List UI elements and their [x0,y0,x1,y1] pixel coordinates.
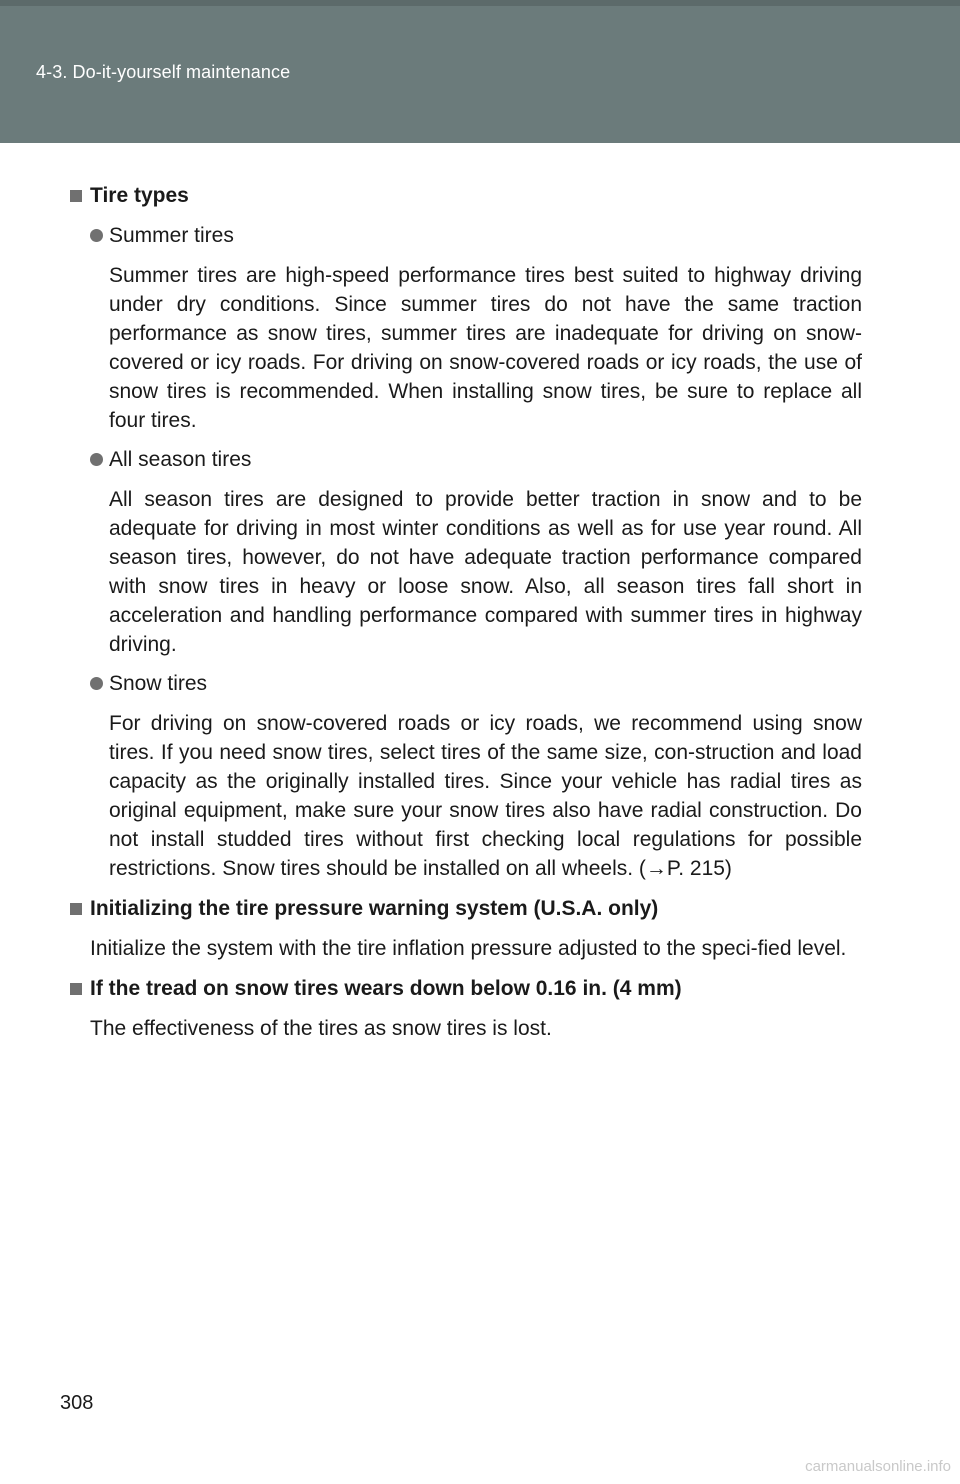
all-season-tires-paragraph: All season tires are designed to provide better traction in snow and to be adequate for driving in most winter conditions as well as for use year round. All season tires, however, do not have adequate traction performance compared with snow tires in heavy or loose snow. Also, all season tires fall short in acceleration and handling performance compared with summer tires in highway driving. [109,488,862,656]
round-bullet-icon [90,677,103,690]
snow-tires-paragraph: For driving on snow-covered roads or icy roads, we recommend using snow tires. If you need snow tires, select tires of the same size, con-struction and load capacity as the originally installed tires. Since your vehicle has radial tires as original equipment, make sure your snow tires also have radial construction. Do not install studded tires without first checking local regulations for possible restrictions. Snow tires should be installed on all wheels. (→P. 215) [109,712,862,880]
page-header [0,0,960,143]
square-bullet-icon [70,903,82,915]
section-title: 4-3. Do-it-yourself maintenance [36,62,291,82]
subheading-summer-tires [70,221,862,251]
tread-paragraph: The effectiveness of the tires as snow tires is lost. [90,1017,552,1040]
page-content [70,181,862,1043]
heading-tread-wear [70,974,862,1004]
round-bullet-icon [90,229,103,242]
round-bullet-icon [90,453,103,466]
square-bullet-icon [70,983,82,995]
watermark-text: carmanualsonline.info [805,1458,951,1475]
heading-text: Initializing the tire pressure warning system (U.S.A. only) [90,897,659,920]
subheading-all-season-tires [70,445,862,475]
subheading-text: Summer tires [109,224,234,247]
subheading-text: Snow tires [109,672,208,695]
tpws-paragraph: Initialize the system with the tire inflation pressure adjusted to the speci-fied level. [90,937,847,960]
heading-text: Tire types [90,184,189,207]
page-number: 308 [60,1392,94,1414]
heading-tire-types [70,181,862,211]
summer-tires-paragraph: Summer tires are high-speed performance tires best suited to highway driving under dry conditions. Since summer tires do not have the same traction performance as snow tires, summer tires are inadequate for driving on snow-covered or icy roads. For driving on snow-covered roads or icy roads, the use of snow tires is recommended. When installing snow tires, be sure to replace all four tires. [109,264,862,432]
subheading-snow-tires [70,669,862,699]
square-bullet-icon [70,190,82,202]
subheading-text: All season tires [109,448,252,471]
heading-tpws [70,894,862,924]
heading-text: If the tread on snow tires wears down below 0.16 in. (4 mm) [90,977,682,1000]
